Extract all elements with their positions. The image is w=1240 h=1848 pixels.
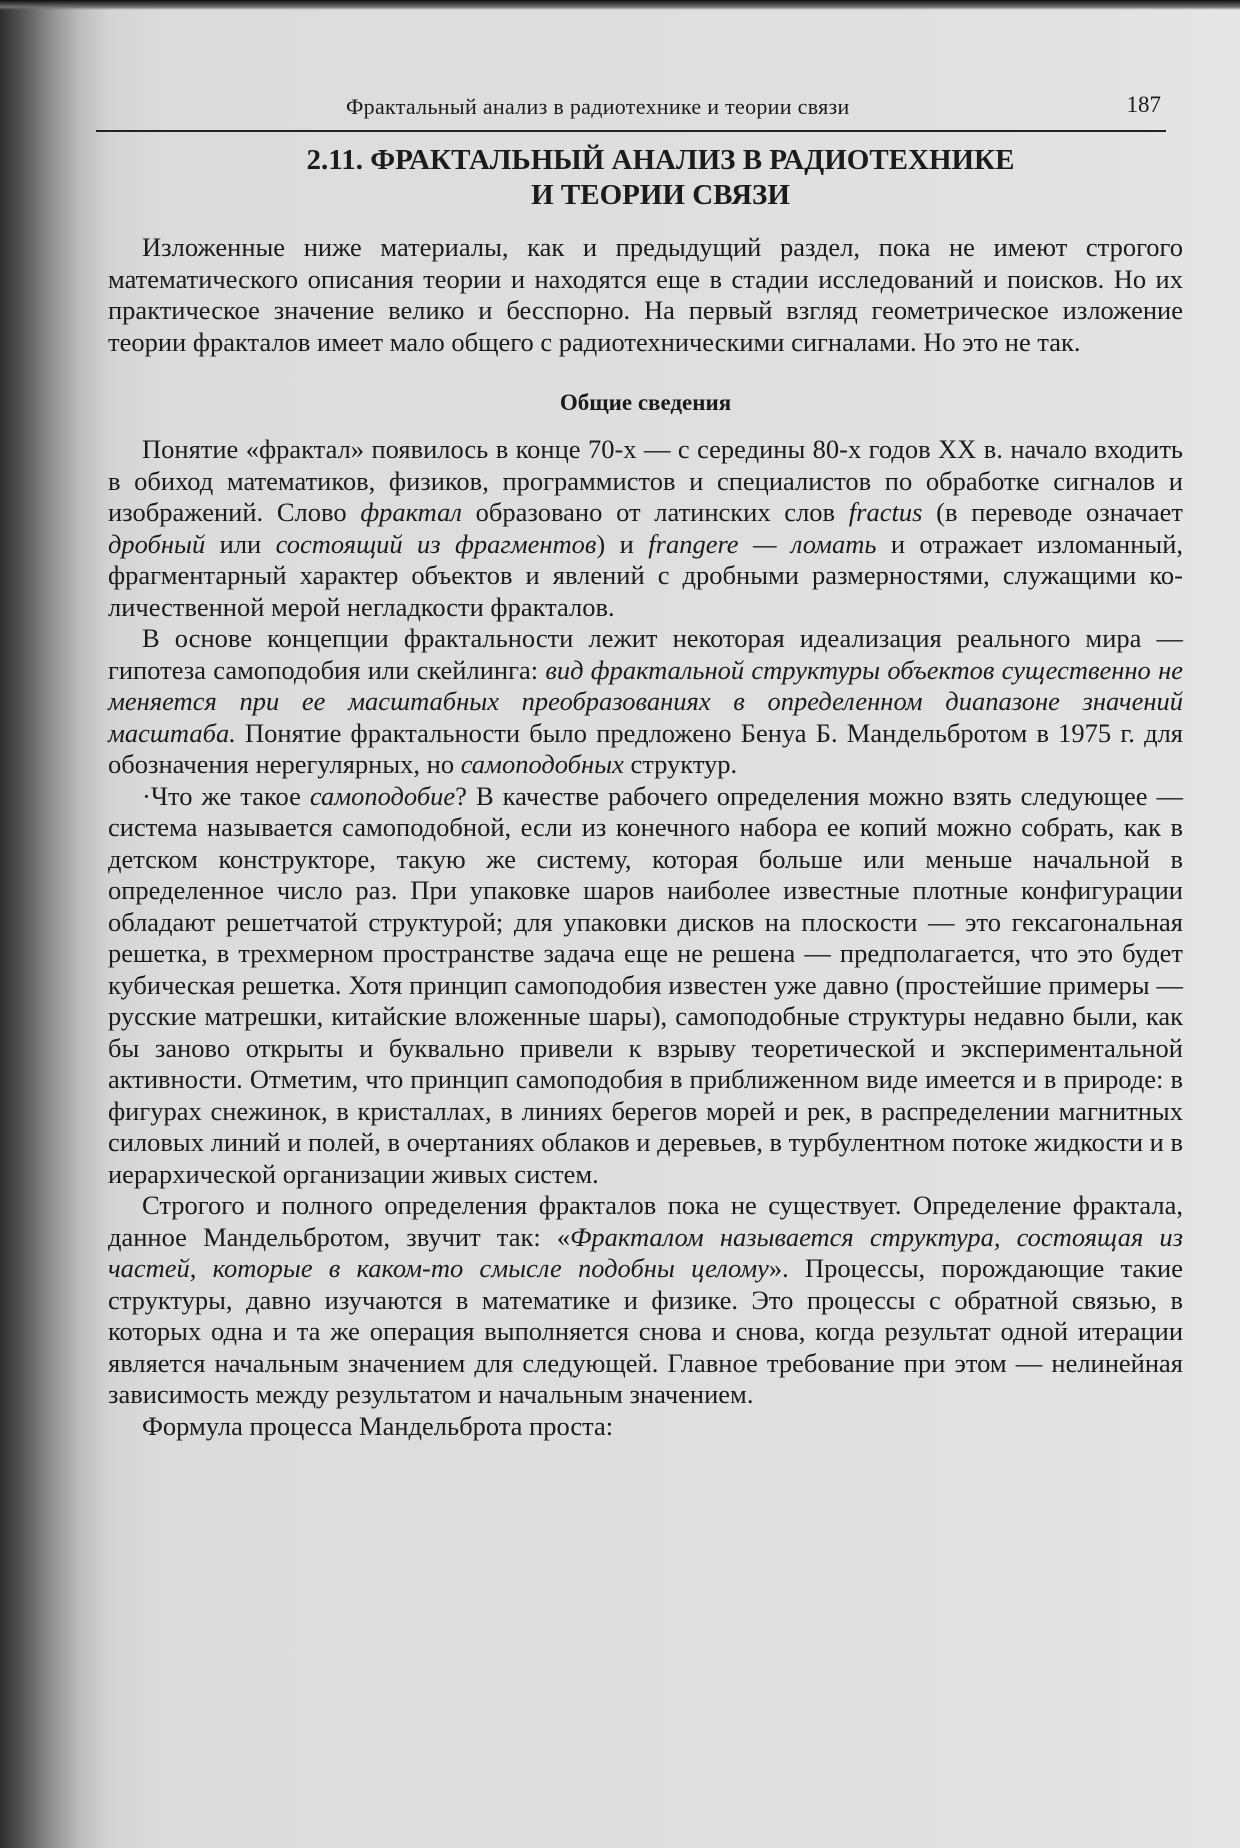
intro-paragraph: Изложенные ниже материалы, как и предыдущий раздел, пока не имеют строгого математического описания теории и находятся еще в стадии исследований и поисков. Но их практическое значение велико и бесспорно. На первый взгляд геометрическое изложение теории фракталов имеет мало общего с радиотехническими сигналами. Но это не так. xyxy=(108,232,1183,357)
italic-run: самоподобие xyxy=(309,780,456,811)
text-run: ·Что же такое xyxy=(142,780,310,811)
text-run: структур. xyxy=(623,749,738,779)
italic-run: дробный xyxy=(108,528,206,559)
paragraph-mandelbrot-formula-intro: Формула процесса Мандельброта проста: xyxy=(142,1410,614,1441)
page-number: 187 xyxy=(1126,92,1161,117)
italic-run: fractus xyxy=(848,497,923,527)
text-run: образовано от латинских слов xyxy=(461,497,849,527)
paragraph-fractal-definition xyxy=(108,1190,1183,1411)
chapter-title-line-2: И ТЕОРИИ СВЯЗИ xyxy=(531,179,790,211)
scan-edge-shadow xyxy=(0,0,1240,10)
paragraph-self-similarity-hypothesis xyxy=(108,623,1183,781)
text-run: Строгого и полного определения фракталов пока не существует. Определение фрактала, данное Мандельбротом, звучит так: « xyxy=(108,1190,1183,1252)
page-content xyxy=(108,143,1183,1442)
italic-run: самоподобных xyxy=(460,749,624,779)
text-run: Понятие «фрактал» появилось в конце 70-х — с середины 80-х годов XX в. начало входить в обиход математиков, физиков, программистов и специалистов по обработке сигналов и изображений. Слово xyxy=(108,434,1183,527)
text-run: (в переводе означает xyxy=(922,497,1183,527)
text-run: ». Процессы, порождающие такие структуры, давно изучаются в математике и физике. Это процессы с обратной связью, в которых одна и та же операция выполняется снова и снова, когда результат одной итерации является начальным значением для следующей. Главное требование при этом — нелинейная зависимость между результатом и начальным значением. xyxy=(108,1253,1183,1409)
text-run: и отражает изломанный, фрагментарный характер объектов и явлений с дробными размерностями, служащими количественной мерой негладкости фракталов. xyxy=(108,528,1184,622)
paragraph-fractal-concept xyxy=(108,434,1183,623)
text-run: или xyxy=(205,528,276,559)
text-run: Понятие фрактальности было предложено Бенуа Б. Мандельбротом в 1975 г. для обозначения нерегулярных, но xyxy=(108,717,1183,779)
text-run: ) и xyxy=(596,528,649,559)
text-run: В основе концепции фрактальности лежит некоторая идеализация реального мира — гипотеза самоподобия или скейлинга: xyxy=(108,623,1183,685)
italic-run: Фракталом называется структура, состоящая из частей, которые в каком-то смысле подобны целому xyxy=(108,1221,1184,1283)
italic-run: фрактал xyxy=(360,497,462,527)
italic-run: вид фрактальной структуры объектов существенно не меняется при ее масштабных преобразованиях в определенном диапазоне значений масштаба. xyxy=(108,654,1183,748)
chapter-title-line-1: 2.11. ФРАКТАЛЬНЫЙ АНАЛИЗ В РАДИОТЕХНИКЕ xyxy=(306,144,1015,176)
paragraph-self-similarity-definition xyxy=(108,781,1183,1191)
running-head xyxy=(96,90,1166,132)
italic-run: состоящий из фрагментов xyxy=(275,528,597,559)
text-run: ? В качестве рабочего определения можно взять следующее — система называется самоподобной, если из конечного набора ее копий можно собрать, как в детском конструкторе, такую же систему, которая больше или меньше начальной в определенное число раз. При упаковке шаров наиболее известные плотные конфигурации обладают решетчатой структурой; для упаковки дисков на плоскости — это гексагональная решетка, в трехмерном пространстве задача еще не решена — предполагается, что это будет кубическая решетка. Хотя принцип самоподобия известен уже давно (простейшие примеры — русские матрешки, китайские вложенные шары), самоподобные структуры недавно были, как бы заново открыты и буквально привели к взрыву теоретической и экспериментальной активности. Отметим, что принцип самоподобия в приближенном виде имеется и в природе: в фигурах снежинок, в кристаллах, в линиях берегов морей и рек, в распределении магнитных силовых линий и полей, в очертаниях облаков и деревьев, в турбулентном потоке жидкости и в иерархической организации живых систем. xyxy=(108,780,1184,1189)
italic-run: frangere — ломать xyxy=(648,528,877,559)
chapter-title xyxy=(108,143,1183,213)
running-head-title: Фрактальный анализ в радиотехнике и теории связи xyxy=(346,94,850,119)
section-heading: Общие сведения xyxy=(559,390,732,415)
